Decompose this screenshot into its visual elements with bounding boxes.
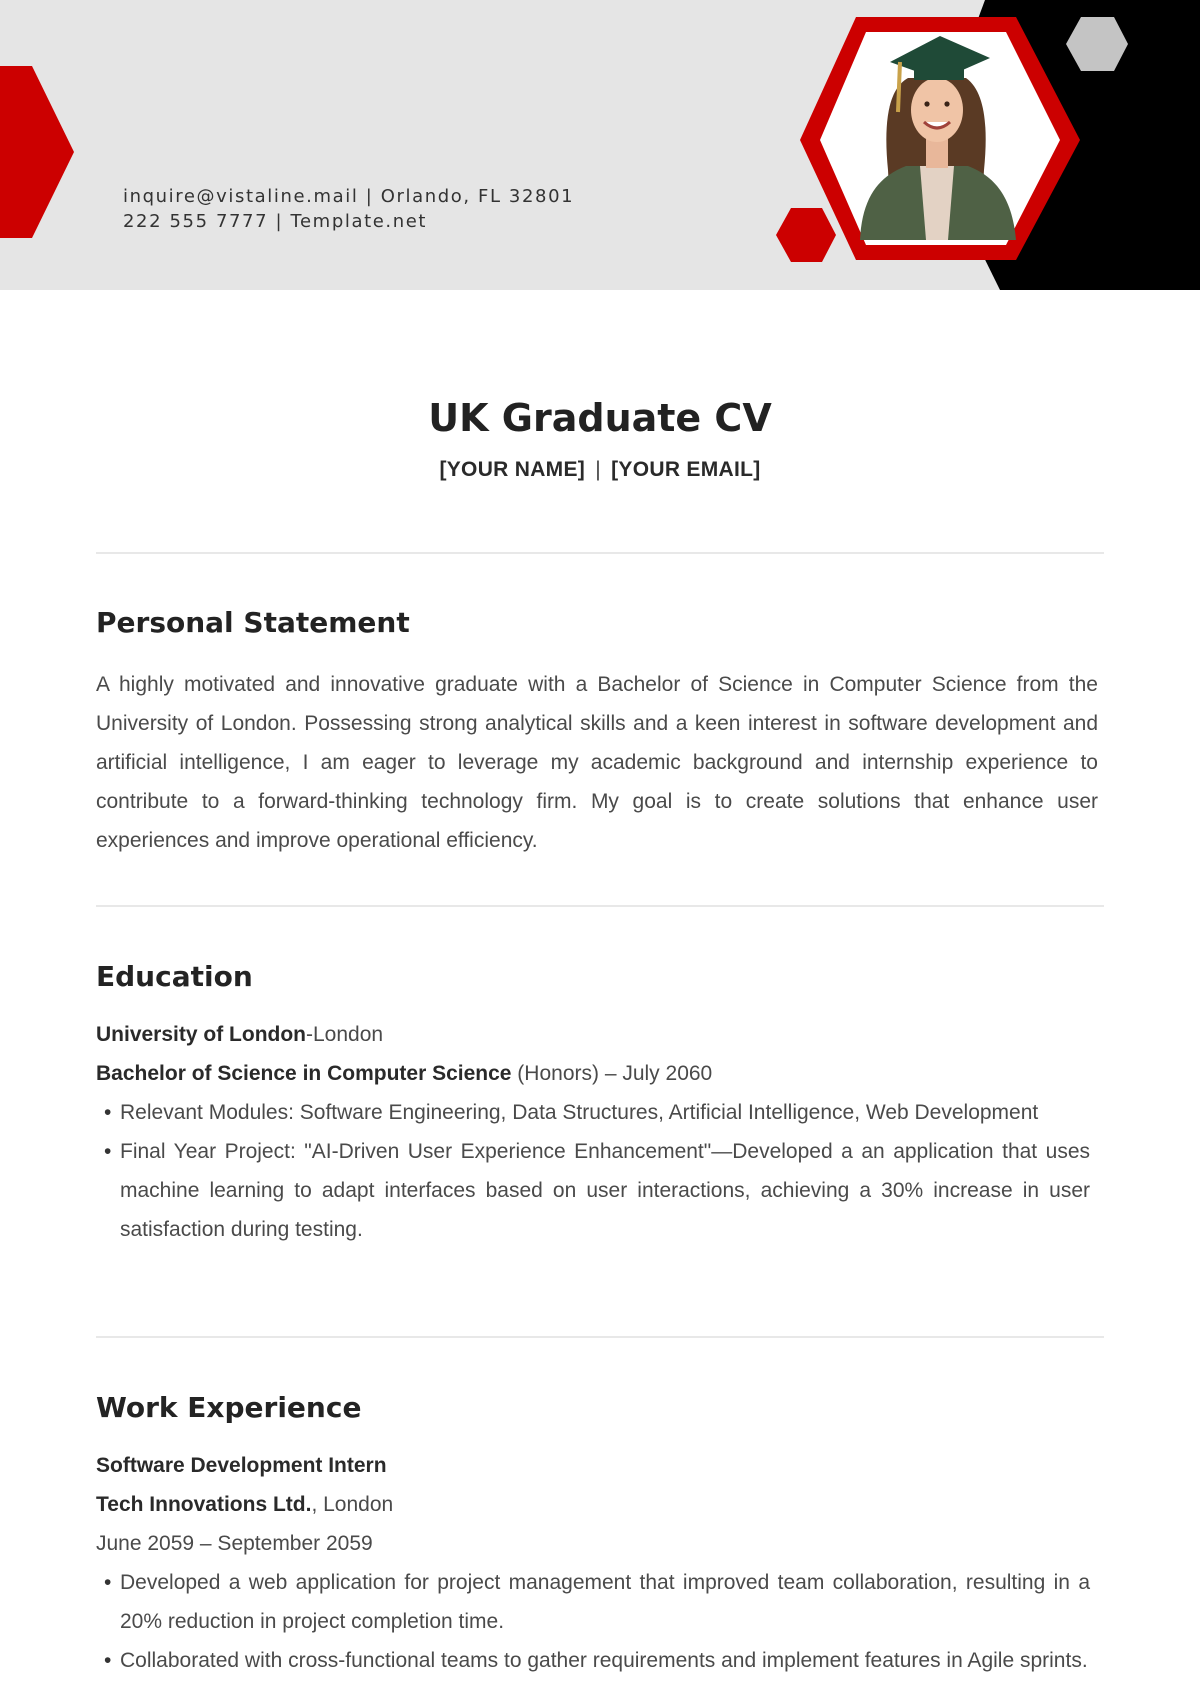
education-institution-line bbox=[96, 1015, 1098, 1054]
company-name: Tech Innovations Ltd. bbox=[96, 1493, 312, 1516]
job-dates: June 2059 – September 2059 bbox=[96, 1532, 373, 1555]
header-decoration bbox=[0, 0, 1200, 290]
education-bullets bbox=[96, 1093, 1090, 1249]
job-role bbox=[96, 1446, 1098, 1485]
name-placeholder: [YOUR NAME] bbox=[439, 458, 586, 481]
email-placeholder: [YOUR EMAIL] bbox=[611, 458, 761, 481]
work-bullets bbox=[96, 1563, 1090, 1680]
education-section bbox=[96, 957, 1098, 1249]
list-item: • Developed a web application for project management that improved team collaboration, resulting in a 20% reduction in project completion time. bbox=[120, 1563, 1090, 1641]
list-item: • Collaborated with cross-functional teams to gather requirements and implement features in Agile sprints. bbox=[120, 1641, 1090, 1680]
work-experience-heading: Work Experience bbox=[96, 1391, 362, 1424]
education-heading: Education bbox=[96, 960, 253, 993]
small-red-hexagon bbox=[776, 208, 836, 262]
list-item: • Relevant Modules: Software Engineering, Data Structures, Artificial Intelligence, Web Development bbox=[120, 1093, 1090, 1132]
personal-statement-text: A highly motivated and innovative graduate with a Bachelor of Science in Computer Science from the University of London. Possessing strong analytical skills and a keen interest in software development and artificial intelligence, I am eager to leverage my academic background and internship experience to contribute to a forward-thinking technology firm. My goal is to create solutions that enhance user experiences and improve operational efficiency. bbox=[96, 673, 1098, 852]
degree-name: Bachelor of Science in Computer Science bbox=[96, 1062, 512, 1085]
page-title: UK Graduate CV bbox=[428, 396, 772, 440]
name-email-separator: | bbox=[595, 458, 601, 481]
name-email-line bbox=[0, 458, 1200, 482]
contact-info bbox=[123, 184, 574, 234]
institution-location: -London bbox=[306, 1023, 384, 1046]
divider bbox=[96, 905, 1104, 907]
header-banner bbox=[0, 0, 1200, 290]
divider bbox=[96, 552, 1104, 554]
divider bbox=[96, 1336, 1104, 1338]
company-location: , London bbox=[311, 1493, 394, 1516]
list-item: • Final Year Project: "AI-Driven User Experience Enhancement"—Developed a an application that uses machine learning to adapt interfaces based on user interactions, achieving a 30% increase in user satisfaction during testing. bbox=[120, 1132, 1090, 1249]
title-block bbox=[0, 392, 1200, 482]
degree-detail: (Honors) – July 2060 bbox=[511, 1062, 713, 1085]
contact-email-location: inquire@vistaline.mail | Orlando, FL 32801 bbox=[123, 186, 575, 207]
institution-name: University of London bbox=[96, 1023, 306, 1046]
personal-statement-section bbox=[96, 603, 1098, 860]
work-experience-section bbox=[96, 1388, 1098, 1680]
job-role-title: Software Development Intern bbox=[96, 1454, 387, 1477]
job-company-line bbox=[96, 1485, 1098, 1524]
personal-statement-heading: Personal Statement bbox=[96, 606, 410, 639]
education-degree-line bbox=[96, 1054, 1098, 1093]
contact-phone-website: 222 555 7777 | Template.net bbox=[123, 211, 428, 232]
left-red-hexagon bbox=[0, 66, 74, 238]
